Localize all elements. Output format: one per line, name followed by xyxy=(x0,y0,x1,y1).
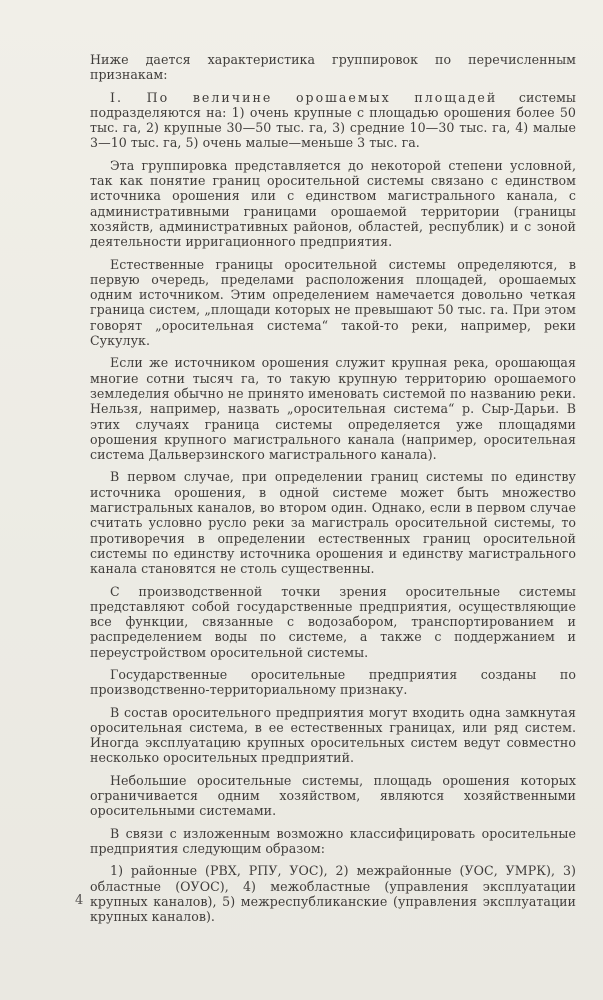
paragraph-conditional-grouping: Эта группировка представляется до некоторой степени условной, так как понятие границ оросительной системы связано с единством источника орошения или с единством магистрального канала, с административными границами орошаемой территории (границы хозяйств, административных районов, областей, республик) и с зоной деятельности ирригационного предприятия. xyxy=(90,157,576,250)
paragraph-large-river: Если же источником орошения служит крупная река, орошающая многие сотни тысяч га, то такую крупную территорию орошаемого земледелия обычно не принято именовать системой по названию реки. Нельзя, например, назвать „оросительная система“ р. Сыр-Дарьи. В этих случаях граница системы определяется уже площадями орошения крупного магистрального канала (например, оросительная система Дальверзинского магистрального канала). xyxy=(90,355,576,463)
section-heading: I. По величине орошаемых площадей xyxy=(110,89,498,105)
paragraph-state-enterprises: Государственные оросительные предприятия созданы по производственно-территориальному признаку. xyxy=(90,666,576,698)
page-number: 4 xyxy=(75,893,84,908)
paragraph-classification-list: 1) районные (РВХ, РПУ, УОС), 2) межрайонные (УОС, УМРК), 3) областные (ОУОС), 4) межобластные (управления эксплуатации крупных каналов), 5) межреспубликанские (управления эксплуатации крупных каналов). xyxy=(90,863,576,925)
paragraph-intro: Ниже дается характеристика группировок по перечисленным признакам: xyxy=(90,52,576,83)
paragraph-enterprise-composition: В состав оросительного предприятия могут входить одна замкнутая оросительная система, в ее естественных границах, или ряд систем. Иногда эксплуатацию крупных оросительных систем ведут совместно несколько оросительных предприятий. xyxy=(90,704,576,766)
paragraph-first-case: В первом случае, при определении границ системы по единству источника орошения, в одной системе может быть множество магистральных каналов, во втором один. Однако, если в первом случае считать условно русло реки за магистраль оросительной системы, то противоречия в определении естественных границ оросительной системы по единству источника орошения и единству магистрального канала становятся не столь существенны. xyxy=(90,469,576,577)
paragraph-production-view: С производственной точки зрения оросительные системы представляют собой государственные предприятия, осуществляющие все функции, связанные с водозабором, транспортированием и распределением воды по системе, а также с поддержанием и переустройством оросительной системы. xyxy=(90,583,576,660)
paragraph-natural-boundaries: Естественные границы оросительной системы определяются, в первую очередь, пределами расположения площадей, орошаемых одним источником. Этим определением намечается довольно четкая граница систем, „площади которых не превышают 50 тыс. га. При этом говорят „оросительная система“ такой-то реки, например, реки Сукулук. xyxy=(90,256,576,349)
paragraph-small-systems: Небольшие оросительные системы, площадь орошения которых ограничивается одним хозяйством, являются хозяйственными оросительными системами. xyxy=(90,772,576,819)
paragraph-classification-intro: В связи с изложенным возможно классифицировать оросительные предприятия следующим образом: xyxy=(90,825,576,856)
paragraph-size-classification: I. По величине орошаемых площадей системы подразделяются на: 1) очень крупные с площадью орошения более 50 тыс. га, 2) крупные 30—50 тыс. га, 3) средние 10—30 тыс. га, 4) малые 3—10 тыс. га, 5) очень малые—меньше 3 тыс. га. xyxy=(90,89,576,151)
